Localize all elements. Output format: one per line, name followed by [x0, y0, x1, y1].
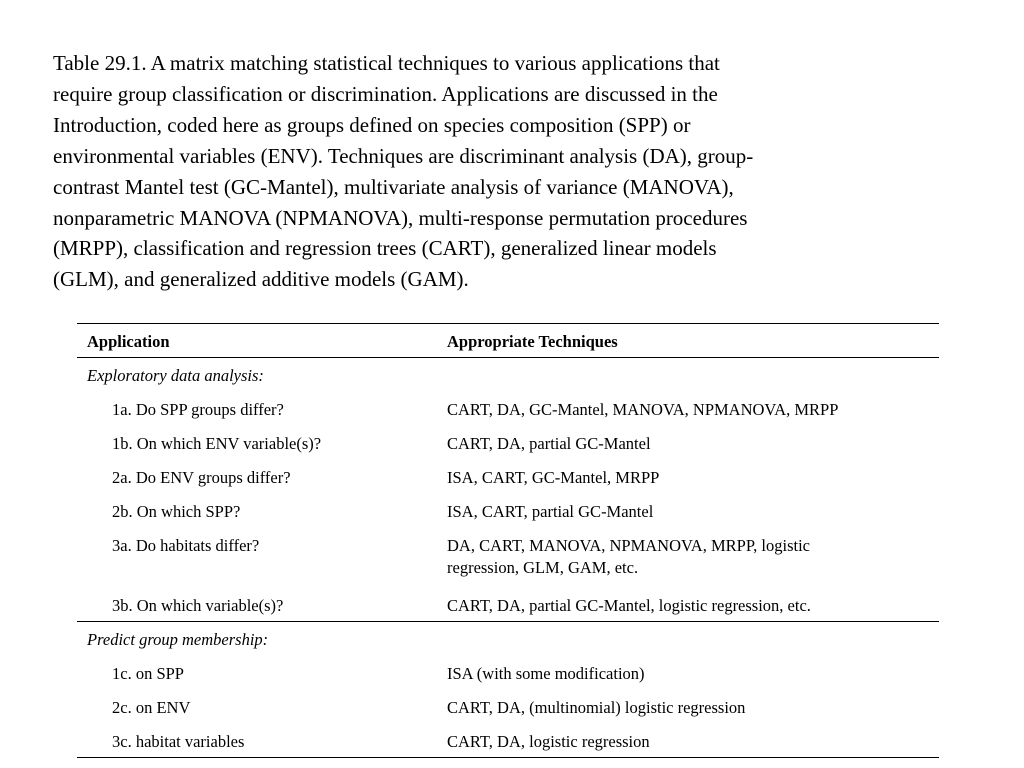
application-cell: 1b. On which ENV variable(s)? — [112, 433, 322, 453]
table-caption: Table 29.1. A matrix matching statistical techniques to various applications that require group classification or discrimination. Applications are discussed in the Introduction, coded here as groups defined on species composition (SPP) or environmental variables (ENV). Techniques are discriminant analysis (DA), group- contrast Mantel test (GC-Mantel), multivariate analysis of variance (MANOVA), nonparametric MANOVA (NPMANOVA), multi-response permutation procedures (MRPP), classification and regression trees (CART), generalized linear models (GLM), and generalized additive models (GAM). — [53, 51, 754, 292]
techniques-cell — [447, 528, 939, 588]
section-title: Predict group membership: — [87, 630, 269, 649]
section-row-predict — [77, 622, 939, 656]
techniques-cell: CART, DA, partial GC-Mantel — [447, 433, 651, 453]
section-row-exploratory — [77, 358, 939, 392]
application-cell: 2c. on ENV — [112, 697, 191, 717]
application-cell: 3b. On which variable(s)? — [77, 588, 447, 622]
techniques-line: regression, GLM, GAM, etc. — [447, 557, 639, 577]
techniques-table — [77, 323, 939, 758]
table-row — [77, 528, 939, 588]
application-cell: 3c. habitat variables — [77, 724, 447, 758]
techniques-cell: CART, DA, GC-Mantel, MANOVA, NPMANOVA, MRPP — [447, 399, 839, 419]
table-row — [77, 460, 939, 494]
table-row — [77, 426, 939, 460]
table-row — [77, 724, 939, 758]
header-techniques: Appropriate Techniques — [447, 324, 939, 358]
table-row — [77, 392, 939, 426]
techniques-cell: CART, DA, (multinomial) logistic regression — [447, 697, 746, 717]
table-row — [77, 690, 939, 724]
techniques-cell: CART, DA, logistic regression — [447, 724, 939, 758]
application-cell: 2a. Do ENV groups differ? — [112, 467, 291, 487]
techniques-line: DA, CART, MANOVA, NPMANOVA, MRPP, logistic — [447, 535, 810, 555]
application-cell: 1c. on SPP — [112, 663, 184, 683]
table-row — [77, 494, 939, 528]
techniques-cell: ISA (with some modification) — [447, 663, 645, 683]
section-title: Exploratory data analysis: — [87, 366, 264, 385]
application-cell: 1a. Do SPP groups differ? — [112, 399, 284, 419]
techniques-cell: ISA, CART, GC-Mantel, MRPP — [447, 467, 660, 487]
table-row — [77, 588, 939, 622]
header-application: Application — [77, 324, 447, 358]
application-cell: 3a. Do habitats differ? — [112, 535, 260, 555]
table-header-row — [77, 324, 939, 358]
techniques-cell: CART, DA, partial GC-Mantel, logistic regression, etc. — [447, 588, 939, 622]
application-cell: 2b. On which SPP? — [112, 501, 241, 521]
techniques-table-container — [77, 323, 939, 758]
techniques-cell: ISA, CART, partial GC-Mantel — [447, 501, 654, 521]
table-row — [77, 656, 939, 690]
